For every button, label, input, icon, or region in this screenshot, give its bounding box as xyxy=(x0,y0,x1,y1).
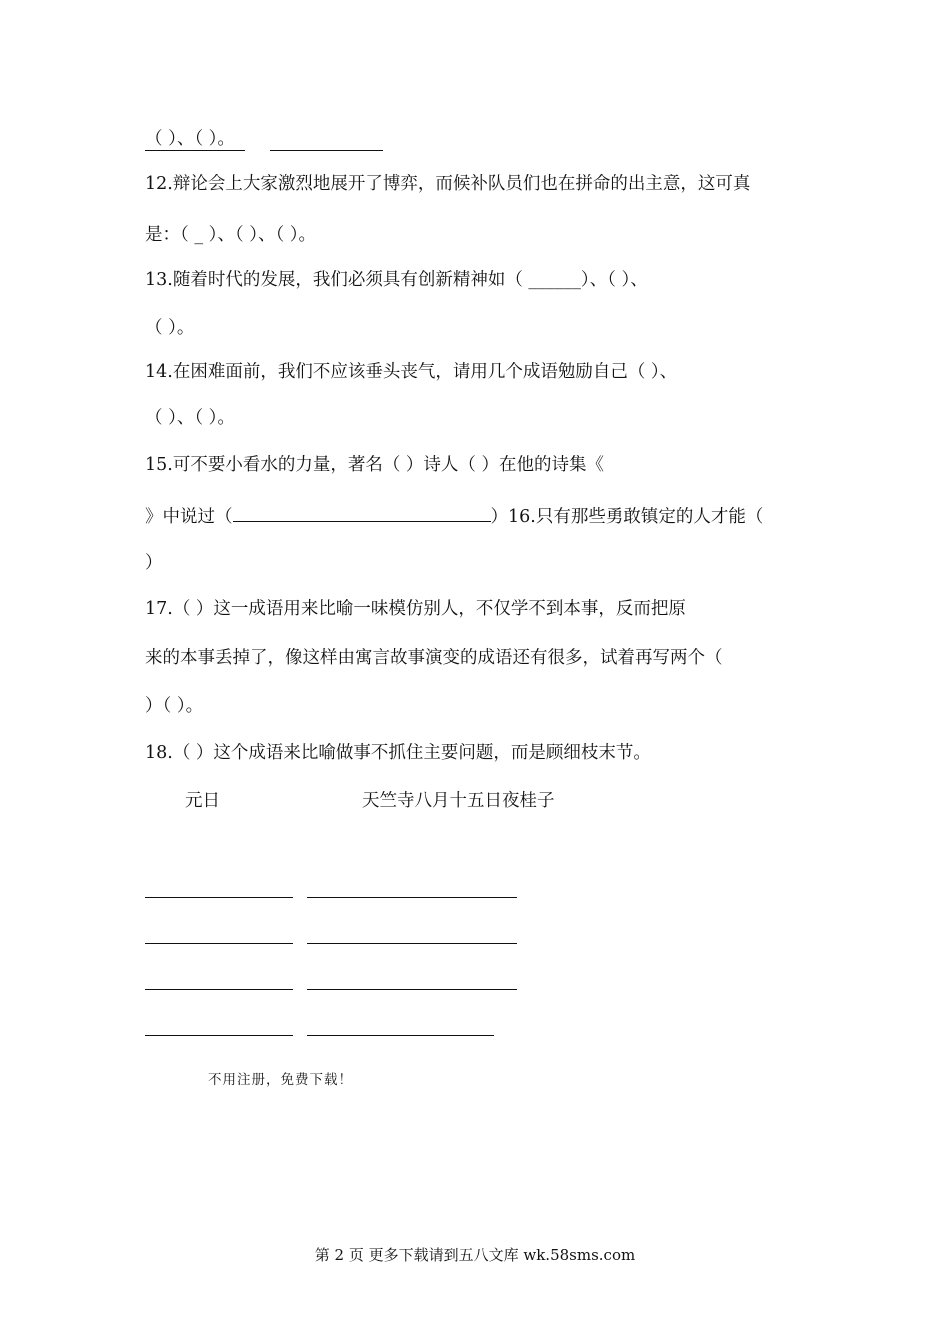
q15-text-post: ）16.只有那些勇敢镇定的人才能（ xyxy=(490,507,764,527)
underline xyxy=(145,150,245,151)
writing-line xyxy=(307,897,517,898)
poem-title-2: 天竺寺八月十五日夜桂子 xyxy=(362,791,555,811)
poem-title-1: 元日 xyxy=(185,791,220,811)
writing-line xyxy=(145,943,293,944)
page-footer: 第 2 页 更多下载请到五八文库 wk.58sms.com xyxy=(314,1246,636,1264)
download-note: 不用注册，免费下载！ xyxy=(208,1072,353,1088)
writing-line xyxy=(145,989,293,990)
question-17-line-1: 17.（ ）这一成语用来比喻一味模仿别人，不仅学不到本事，反而把原 xyxy=(145,599,686,619)
underline xyxy=(270,150,383,151)
question-15-line-1: 15.可不要小看水的力量，著名（ ）诗人（ ）在他的诗集《 xyxy=(145,455,604,475)
question-14-line-1: 14.在困难面前，我们不应该垂头丧气，请用几个成语勉励自己（ ）、 xyxy=(145,362,678,382)
question-13-line-1: 13.随着时代的发展，我们必须具有创新精神如（ ______）、（ ）、 xyxy=(145,270,648,290)
line-1: （ ）、（ ）。 xyxy=(145,129,235,149)
question-12-line-1: 12.辩论会上大家激烈地展开了博弈，而候补队员们也在拼命的出主意，这可真 xyxy=(145,174,751,194)
writing-line xyxy=(307,943,517,944)
question-16-line-2: ） xyxy=(145,553,163,573)
question-18: 18.（ ）这个成语来比喻做事不抓住主要问题，而是顾细枝末节。 xyxy=(145,743,651,763)
writing-line xyxy=(145,897,293,898)
question-13-line-2: （ ）。 xyxy=(145,318,195,338)
question-17-line-3: ）（ ）。 xyxy=(145,696,204,716)
writing-line xyxy=(307,1035,494,1036)
writing-line xyxy=(145,1035,293,1036)
writing-line xyxy=(307,989,517,990)
question-14-line-2: （ ）、（ ）。 xyxy=(145,408,235,428)
question-17-line-2: 来的本事丢掉了，像这样由寓言故事演变的成语还有很多，试着再写两个（ xyxy=(145,648,723,668)
question-12-line-2: 是：（ _ ）、（ ）、（ ）。 xyxy=(145,225,317,245)
question-15-line-2 xyxy=(145,503,763,528)
q15-text-pre: 》中说过（ xyxy=(145,507,233,527)
q15-answer-blank xyxy=(233,503,491,522)
